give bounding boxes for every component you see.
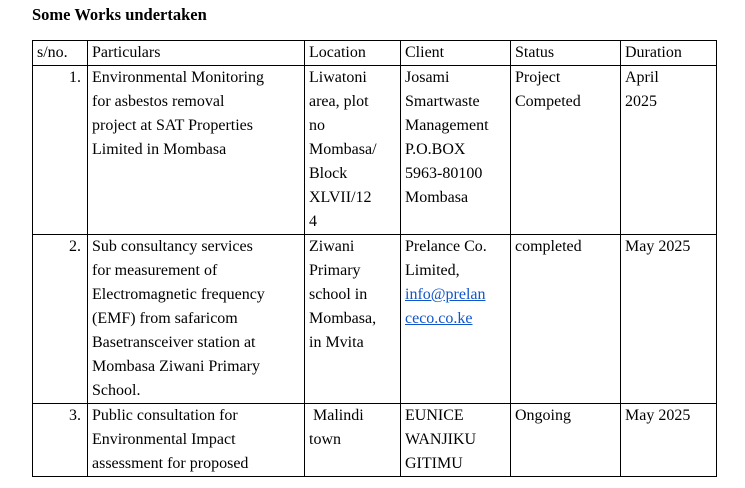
cell-particulars [88,404,305,477]
cell-line: Josami [405,69,450,86]
cell-particulars [88,66,305,235]
cell-line: Project [515,69,561,86]
cell-duration [621,404,717,477]
cell-line: 4 [309,213,317,230]
cell-line: Limited, [405,262,460,279]
cell-client [401,66,511,235]
cell-line: EUNICE [405,407,464,424]
cell-status [511,235,621,404]
cell-line: Mombasa, [309,310,377,327]
cell-particulars [88,235,305,404]
cell-line: completed [515,238,582,255]
cell-line: April [625,69,659,86]
cell-line: Mombasa/ [309,141,377,158]
cell-line: Liwatoni [309,69,367,86]
cell-line: assessment for proposed [92,455,249,472]
cell-location [305,235,401,404]
cell-line: Ziwani [309,238,355,255]
column-header-duration: Duration [621,41,717,66]
cell-line: May 2025 [625,407,691,424]
column-header-particulars: Particulars [88,41,305,66]
client-email-link-part2[interactable]: ceco.co.ke [405,310,473,327]
cell-line: GITIMU [405,455,463,472]
cell-line: Sub consultancy services [92,238,253,255]
cell-line: (EMF) from safaricom [92,310,238,327]
column-header-client: Client [401,41,511,66]
cell-sno: 3. [33,404,88,477]
table-row [33,404,717,477]
table-row [33,66,717,235]
client-email-link[interactable] [405,307,506,331]
cell-line: 5963-80100 [405,165,483,182]
cell-sno: 1. [33,66,88,235]
cell-line: May 2025 [625,238,691,255]
section-heading: Some Works undertaken [32,5,207,24]
column-header-location: Location [305,41,401,66]
cell-line: 2025 [625,93,657,110]
cell-line: town [309,431,341,448]
cell-line: Ongoing [515,407,571,424]
cell-line: Limited in Mombasa [92,141,227,158]
cell-line: in Mvita [309,334,364,351]
client-email-link[interactable] [405,283,506,307]
cell-line: school in [309,286,368,303]
cell-line: WANJIKU [405,431,477,448]
cell-line: Basetransceiver station at [92,334,256,351]
cell-line: for measurement of [92,262,218,279]
cell-client [401,404,511,477]
table-header-row [33,41,717,66]
cell-line: Competed [515,93,581,110]
client-email-link-part1[interactable]: info@prelan [405,286,486,303]
cell-line: for asbestos removal [92,93,225,110]
cell-duration [621,66,717,235]
cell-line: project at SAT Properties [92,117,254,134]
cell-line: Smartwaste [405,93,480,110]
cell-line: Environmental Impact [92,431,236,448]
cell-line: Electromagnetic frequency [92,286,265,303]
table-row [33,235,717,404]
cell-line: XLVII/12 [309,189,372,206]
cell-location [305,66,401,235]
cell-line: Block [309,165,348,182]
cell-duration [621,235,717,404]
cell-line: Environmental Monitoring [92,69,264,86]
cell-line: Mombasa Ziwani Primary [92,358,260,375]
cell-line: Mombasa [405,189,469,206]
cell-client [401,235,511,404]
cell-location [305,404,401,477]
cell-line: Primary [309,262,361,279]
column-header-status: Status [511,41,621,66]
cell-line: Management [405,117,489,134]
cell-line: area, plot [309,93,369,110]
cell-status [511,66,621,235]
cell-line: School. [92,382,141,399]
cell-line: Malindi [309,407,364,424]
cell-status [511,404,621,477]
cell-line: no [309,117,325,134]
cell-line: Public consultation for [92,407,238,424]
works-table [32,40,717,477]
cell-line: Prelance Co. [405,238,487,255]
cell-line: P.O.BOX [405,141,466,158]
column-header-sno: s/no. [33,41,88,66]
cell-sno: 2. [33,235,88,404]
